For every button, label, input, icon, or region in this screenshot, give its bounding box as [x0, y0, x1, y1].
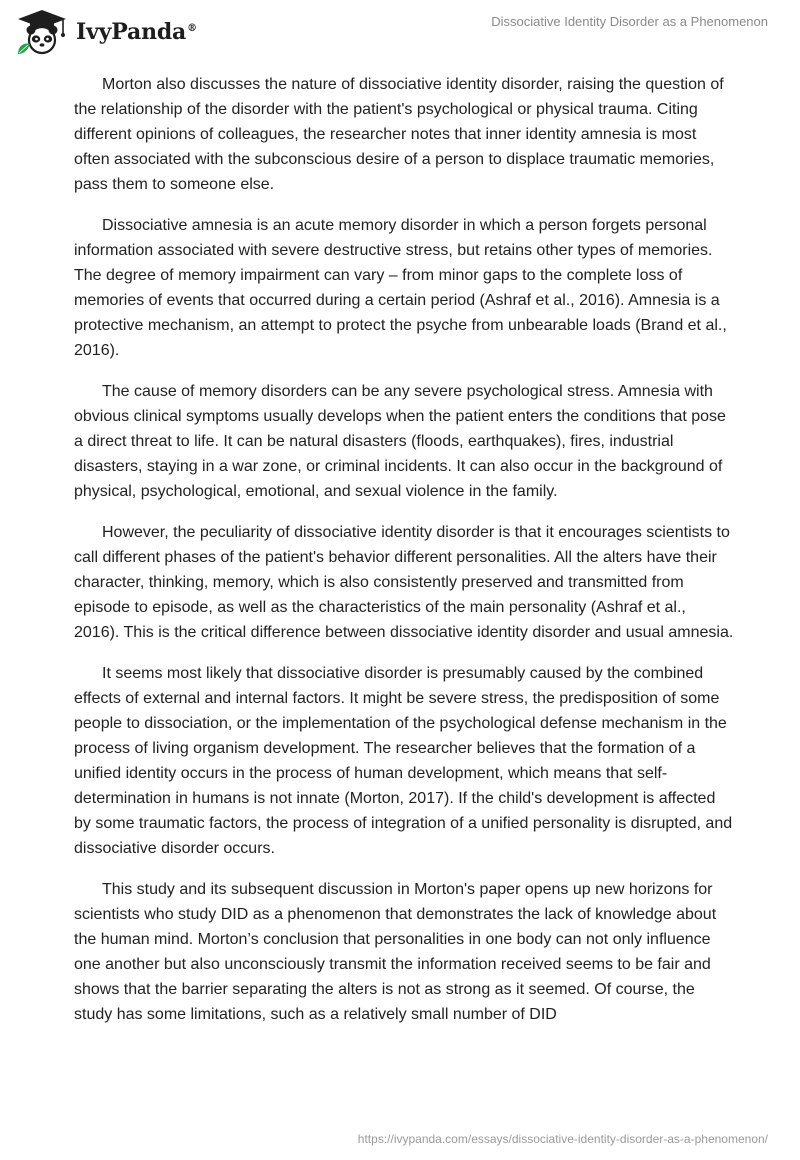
paragraph: However, the peculiarity of dissociative identity disorder is that it encourages scientists to call different phases of the patient's behavior different personalities. All the alters have their character, thinking, memory, which is also consistently preserved and transmitted from episode to episode, as well as the characteristics of the main personality (Ashraf et al., 2016). This is the critical difference between dissociative identity disorder and usual amnesia.	[74, 524, 734, 641]
panda-graduate-icon	[14, 8, 70, 56]
paragraph: Morton also discusses the nature of dissociative identity disorder, raising the question of the relationship of the disorder with the patient's psychological or physical trauma. Citing different opinions of colleagues, the researcher notes that inner identity amnesia is most often associated with the subconscious desire of a person to displace traumatic memories, pass them to someone else.	[74, 76, 724, 193]
paragraph: It seems most likely that dissociative disorder is presumably caused by the combined effects of external and internal factors. It might be severe stress, the predisposition of some people to dissociation, or the implementation of the psychological defense mechanism in the process of living organism development. The researcher believes that the formation of a unified identity occurs in the process of human development, which means that self-determination in humans is not innate (Morton, 2017). If the child's development is affected by some traumatic factors, the process of integration of a unified personality is disrupted, and dissociative disorder occurs.	[74, 665, 733, 857]
brand-logo[interactable]	[14, 8, 197, 56]
registered-mark: ®	[187, 22, 197, 34]
paragraph: This study and its subsequent discussion in Morton's paper opens up new horizons for scientists who study DID as a phenomenon that demonstrates the lack of knowledge about the human mind. Morton’s conclusion that personalities in one body can not only influence one another but also unconsciously transmit the information received seems to be fair and shows that the barrier separating the alters is not as strong as it seemed. Of course, the study has some limitations, such as a relatively small number of DID	[74, 881, 717, 1023]
essay-body	[74, 72, 734, 1043]
brand-name: IvyPanda®	[76, 19, 197, 45]
document-title: Dissociative Identity Disorder as a Phenomenon	[491, 14, 768, 29]
paragraph: The cause of memory disorders can be any severe psychological stress. Amnesia with obvious clinical symptoms usually develops when the patient enters the conditions that pose a direct threat to life. It can be natural disasters (floods, earthquakes), fires, industrial disasters, staying in a war zone, or criminal incidents. It can also occur in the background of physical, psychological, emotional, and sexual violence in the family.	[74, 383, 726, 500]
paragraph: Dissociative amnesia is an acute memory disorder in which a person forgets personal information associated with severe destructive stress, but retains other types of memories. The degree of memory impairment can vary – from minor gaps to the complete loss of memories of events that occurred during a certain period (Ashraf et al., 2016). Amnesia is a protective mechanism, an attempt to protect the psyche from unbearable loads (Brand et al., 2016).	[74, 217, 727, 359]
source-url[interactable]: https://ivypanda.com/essays/dissociative-identity-disorder-as-a-phenomenon/	[357, 1132, 768, 1146]
page-header	[0, 0, 800, 60]
